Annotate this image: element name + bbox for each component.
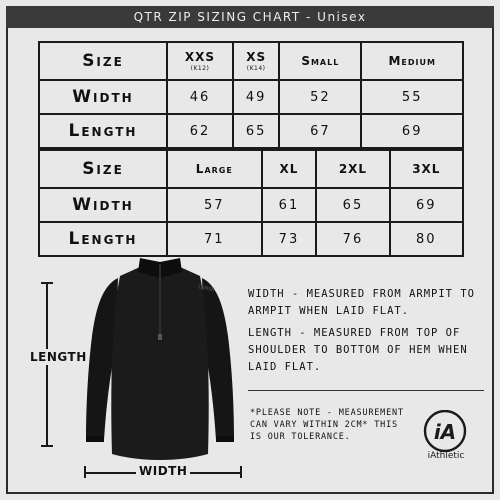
table-cell: 52 (279, 80, 361, 114)
table-cell: 69 (361, 114, 463, 148)
size-col-large: Large (167, 150, 262, 188)
table-cell: 73 (262, 222, 317, 256)
table-cell: 65 (233, 114, 279, 148)
length-row-label: Length (39, 114, 167, 148)
notes-divider (248, 390, 484, 391)
length-row-label: Length (39, 222, 167, 256)
table-row (39, 188, 463, 222)
width-measure-cap (240, 466, 242, 478)
tolerance-note: *PLEASE NOTE - MEASUREMENT CAN VARY WITHIN 2CM* THIS IS OUR TOLERANCE. (250, 408, 404, 442)
table-cell: 67 (279, 114, 361, 148)
size-row-label: Size (39, 42, 167, 80)
table-row (39, 150, 463, 188)
table-cell: 62 (167, 114, 233, 148)
size-col-2xl: 2XL (316, 150, 389, 188)
table-cell: 55 (361, 80, 463, 114)
table-cell: 46 (167, 80, 233, 114)
size-row-label: Size (39, 150, 167, 188)
table-cell: 65 (316, 188, 389, 222)
quarter-zip-shirt-icon (80, 256, 240, 466)
length-measure-cap (41, 282, 53, 284)
size-col-xxs: XXS (K12) (167, 42, 233, 80)
logo-mark: iA (433, 420, 457, 444)
width-note: WIDTH - MEASURED FROM ARMPIT TO ARMPIT WHEN LAID FLAT. (248, 288, 475, 317)
width-measure-cap (84, 466, 86, 478)
table-cell: 80 (390, 222, 463, 256)
table-cell: 57 (167, 188, 262, 222)
width-row-label: Width (39, 80, 167, 114)
size-col-xs: XS (K14) (233, 42, 279, 80)
table-row (39, 114, 463, 148)
table-cell: 49 (233, 80, 279, 114)
size-col-small: Small (279, 42, 361, 80)
table-cell: 69 (390, 188, 463, 222)
table-cell: 71 (167, 222, 262, 256)
length-measure-cap (41, 445, 53, 447)
size-table-2 (38, 149, 464, 257)
size-col-3xl: 3XL (390, 150, 463, 188)
table-row (39, 42, 463, 80)
length-note: LENGTH - MEASURED FROM TOP OF SHOULDER TO BOTTOM OF HEM WHEN LAID FLAT. (248, 327, 468, 373)
table-row (39, 222, 463, 256)
width-row-label: Width (39, 188, 167, 222)
length-measure-label: LENGTH (30, 350, 87, 364)
table-cell: 76 (316, 222, 389, 256)
sleeve-brand-text: LRNSK (197, 284, 215, 294)
logo-text: iAthletic (427, 451, 465, 461)
size-col-medium: Medium (361, 42, 463, 80)
table-row (39, 80, 463, 114)
width-measure-label: WIDTH (136, 464, 190, 478)
size-col-xl: XL (262, 150, 317, 188)
chart-title: QTR ZIP SIZING CHART - Unisex (6, 6, 494, 28)
size-table-1 (38, 41, 464, 149)
table-cell: 61 (262, 188, 317, 222)
